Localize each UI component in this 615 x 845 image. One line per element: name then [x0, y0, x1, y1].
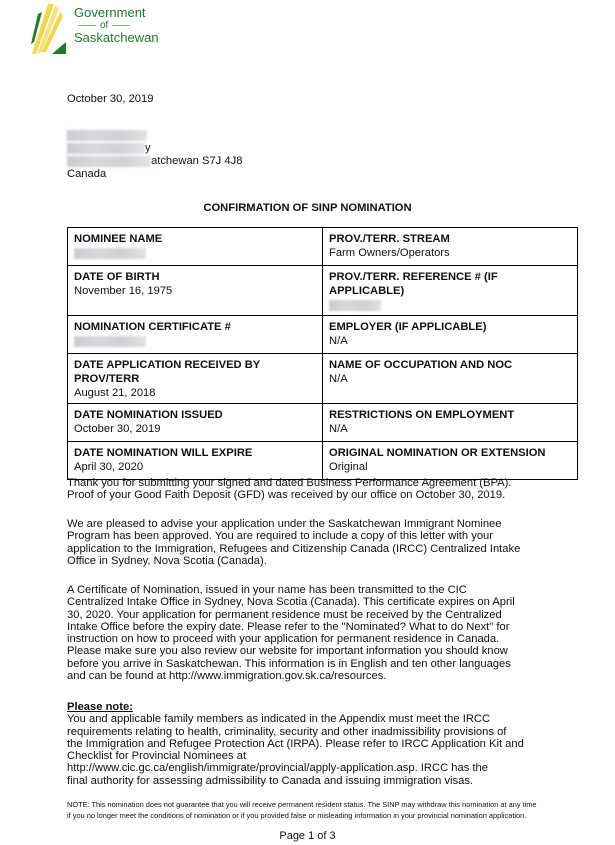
table-cell — [68, 442, 323, 480]
paragraph-approval — [67, 518, 587, 567]
field-label: EMPLOYER (IF APPLICABLE) — [329, 321, 487, 333]
letter-date: October 30, 2019 — [67, 93, 154, 105]
text-line: and can be found at http://www.immigration.gov.sk.ca/resources. — [67, 670, 387, 683]
text-line: instruction on how to proceed with your application for permanent residence in Canada. — [67, 633, 500, 646]
redacted-text — [67, 156, 151, 167]
table-cell — [323, 442, 578, 480]
redacted-text — [329, 300, 381, 311]
divider — [78, 25, 96, 26]
text-line: We are pleased to advise your application under the Saskatchewan Immigrant Nominee — [67, 518, 502, 530]
field-label: NOMINATION CERTIFICATE # — [74, 321, 231, 333]
table-row — [68, 354, 578, 404]
field-label: DATE NOMINATION WILL EXPIRE — [74, 447, 253, 459]
address-line-2-visible: y — [145, 142, 151, 154]
redacted-text — [67, 130, 147, 141]
field-value: N/A — [329, 423, 348, 435]
text-line: A Certificate of Nomination, issued in your name has been transmitted to the CIC — [67, 584, 467, 596]
paragraph-please-note — [67, 701, 587, 787]
text-line: if you no longer meet the conditions of nomination or if you provided false or misleading information in your provincial nomination application. — [67, 811, 527, 820]
document-title: CONFIRMATION OF SINP NOMINATION — [203, 202, 412, 214]
page-number: Page 1 of 3 — [279, 830, 336, 842]
field-value — [329, 298, 571, 312]
text-line: final authority for assessing admissibility to Canada and issuing immigration visas. — [67, 774, 474, 787]
table-cell — [323, 228, 578, 266]
text-line: Program has been approved. You are required to include a copy of this letter with your — [67, 530, 494, 543]
field-value: Farm Owners/Operators — [329, 247, 450, 259]
address-line-2 — [67, 142, 151, 155]
field-label: PROV./TERR. REFERENCE # (IF APPLICABLE) — [329, 271, 498, 297]
please-note-heading: Please note: — [67, 701, 133, 713]
table-row — [68, 316, 578, 354]
redacted-text — [74, 248, 146, 259]
text-line: Please make sure you also review our website for important information you should know — [67, 645, 508, 658]
address-line-1 — [67, 129, 147, 142]
field-label: PROV./TERR. STREAM — [329, 233, 450, 245]
field-value: October 30, 2019 — [74, 423, 161, 435]
logo-line-of: of — [100, 19, 109, 31]
field-value: November 16, 1975 — [74, 285, 173, 297]
field-label: ORIGINAL NOMINATION OR EXTENSION — [329, 447, 546, 459]
text-line: Intake Office before the expiry date. Please refer to the "Nominated? What to do Next" for — [67, 620, 510, 633]
address-line-4: Canada — [67, 168, 107, 180]
text-line: application to the Immigration, Refugees and Citizenship Canada (IRCC) Centralized Intake — [67, 542, 521, 555]
field-label: NOMINEE NAME — [74, 233, 163, 245]
table-cell — [323, 266, 578, 316]
redacted-text — [67, 143, 145, 154]
table-row — [68, 266, 578, 316]
footer-disclaimer — [67, 799, 587, 821]
paragraph-bpa — [67, 477, 587, 502]
field-value: Original — [329, 461, 368, 473]
field-value — [74, 334, 316, 348]
text-line: You and applicable family members as indicated in the Appendix must meet the IRCC — [67, 713, 491, 726]
table-cell — [323, 316, 578, 354]
text-line: requirements relating to health, criminality, security and other inadmissibility provisions of — [67, 725, 507, 738]
logo-wordmark — [74, 6, 159, 44]
table-cell — [68, 228, 323, 266]
table-row — [68, 228, 578, 266]
field-label: DATE NOMINATION ISSUED — [74, 409, 223, 421]
table-cell — [323, 404, 578, 442]
text-line: NOTE: This nomination does not guarantee that you will receive permanent resident status. The SINP may withdraw this nomination at any time — [67, 800, 537, 809]
field-label: DATE APPLICATION RECEIVED BY PROV/TERR — [74, 359, 261, 385]
table-cell — [68, 354, 323, 404]
table-row — [68, 404, 578, 442]
text-line: http://www.cic.gc.ca/english/immigrate/provincial/apply-application.asp. IRCC has the — [67, 762, 488, 775]
table-row — [68, 442, 578, 480]
text-line: Office in Sydney, Nova Scotia (Canada). — [67, 554, 267, 567]
address-line-3-visible: atchewan S7J 4J8 — [151, 155, 243, 167]
text-line: Thank you for submitting your signed and dated Business Performance Agreement (BPA). — [67, 477, 512, 489]
text-line: the Immigration and Refugee Protection Act (IRPA). Please refer to IRCC Application Kit and — [67, 737, 524, 750]
text-line: Centralized Intake Office in Sydney, Nova Scotia (Canada). This certificate expires on April — [67, 596, 515, 609]
field-value — [74, 246, 316, 260]
logo-line-government: Government — [74, 5, 146, 20]
redacted-text — [74, 336, 146, 347]
text-line: Proof of your Good Faith Deposit (GFD) was received by our office on October 30, 2019. — [67, 489, 506, 502]
field-value: N/A — [329, 373, 348, 385]
nomination-details-table — [67, 227, 578, 480]
address-line-3 — [67, 155, 242, 168]
table-cell — [68, 404, 323, 442]
text-line: 30, 2020. Your application for permanent residence must be received by the Centralized — [67, 608, 502, 621]
field-value: August 21, 2018 — [74, 387, 156, 399]
logo-line-saskatchewan: Saskatchewan — [74, 30, 159, 45]
field-label: DATE OF BIRTH — [74, 271, 160, 283]
paragraph-certificate — [67, 584, 587, 682]
field-value: N/A — [329, 335, 348, 347]
field-label: NAME OF OCCUPATION AND NOC — [329, 359, 513, 371]
government-of-saskatchewan-logo — [22, 2, 162, 58]
table-cell — [323, 354, 578, 404]
field-label: RESTRICTIONS ON EMPLOYMENT — [329, 409, 515, 421]
wheat-sheaf-icon — [28, 2, 72, 58]
table-cell — [68, 266, 323, 316]
text-line: Checklist for Provincial Nominees at — [67, 750, 247, 763]
field-value: April 30, 2020 — [74, 461, 144, 473]
table-cell — [68, 316, 323, 354]
text-line: before you arrive in Saskatchewan. This information is in English and ten other languages — [67, 657, 511, 670]
divider — [112, 25, 130, 26]
